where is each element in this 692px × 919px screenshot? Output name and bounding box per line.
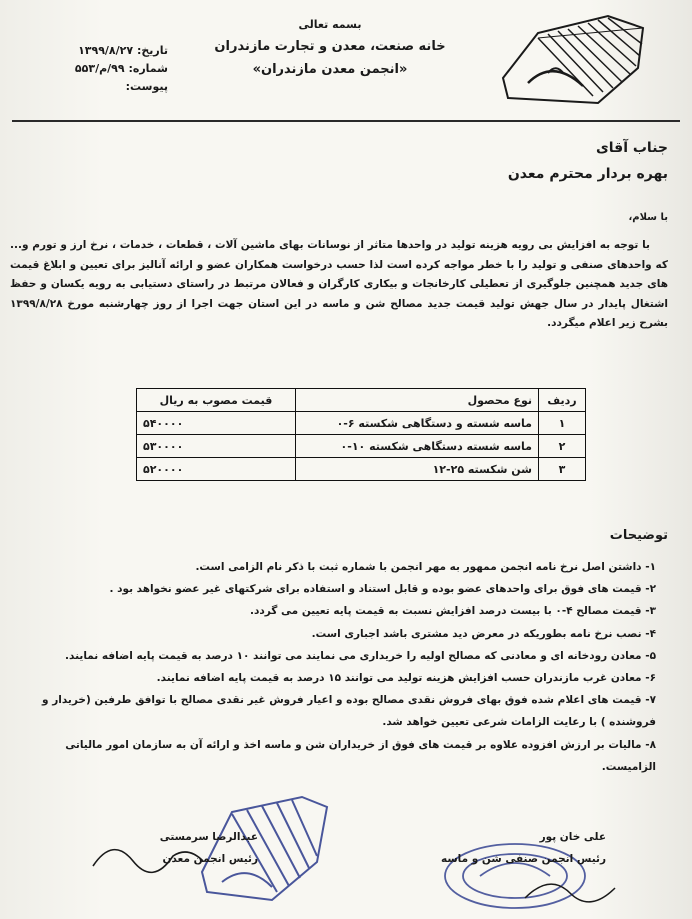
row-price: ۵۴۰۰۰۰ — [137, 412, 296, 435]
row-product: ماسه شسته دستگاهی شکسته ۱۰-۰ — [296, 435, 539, 458]
note-item: ۲- قیمت های فوق برای واحدهای عضو بوده و قابل استناد و استفاده برای شرکتهای غیر عضو نخواهد بود . — [109, 583, 656, 596]
signature-block-right — [406, 826, 606, 870]
letter-attachment: پیوست: — [125, 80, 168, 93]
greeting: با سلام، — [628, 212, 668, 223]
association-logo — [498, 8, 648, 108]
addressee-name: بهره بردار محترم معدن — [507, 166, 668, 182]
letter-meta — [38, 42, 168, 96]
row-product: شن شکسته ۲۵-۱۲ — [296, 458, 539, 481]
letter-date: تاریخ: ۱۳۹۹/۸/۲۷ — [78, 44, 168, 57]
table-row — [137, 435, 586, 458]
notes-list — [20, 556, 656, 778]
header-price: قیمت مصوب به ریال — [137, 389, 296, 412]
note-item: ۴- نصب نرخ نامه بطوریکه در معرض دید مشتری باشد اجباری است. — [311, 627, 656, 640]
note-item: ۱- داشتن اصل نرخ نامه انجمن ممهور به مهر انجمن با شماره ثبت با ذکر نام الزامی است. — [195, 561, 656, 573]
association-name: «انجمن معدن مازندران» — [252, 62, 408, 77]
bismillah: بسمه تعالی — [298, 18, 362, 31]
table-row — [137, 458, 586, 481]
letter-body: با توجه به افزایش بی رویه هزینه تولید در واحدها متاثر از نوسانات بهای ماشین آلات ، قطعات ، خدمات ، نرخ ارز و تورم و... که واحدهای صنفی و تولید را با خطر مواجه کرده است لذا حسب درخواست همکاران عضو و ارائه آنالیز برای تعیین و ابلاغ قیمت های جدید همچنین جلوگیری از تعطیلی کارخانجات و بیکاری کارگران و فعالان مرتبط در راستای دستیابی به رویه یکسان و حفظ اشتغال پایدار در سال جهش تولید قیمت جدید مصالح شن و ماسه در این استان جهت اجرا از روز چهارشنبه مورخ ۱۳۹۹/۸/۲۸ بشرح زیر اعلام میگردد. — [10, 239, 668, 329]
row-index: ۳ — [539, 458, 586, 481]
signer-name: عبدالرضا سرمستی — [159, 831, 258, 843]
table-row — [137, 412, 586, 435]
note-item: ۸- مالیات بر ارزش افزوده علاوه بر قیمت های فوق از خریداران شن و ماسه اخذ و ارائه آن به سازمان امور مالیاتی الزامیست. — [65, 738, 656, 773]
header-divider — [12, 120, 680, 122]
note-item: ۷- قیمت های اعلام شده فوق بهای فروش نقدی مصالح بوده و اعیار فروش غیر نقدی مصالح با توافق طرفین (خریدار و فروشنده ) با رعایت الزامات شرعی تعیین خواهد شد. — [42, 694, 656, 729]
signer-title: رئیس انجمن معدن — [162, 853, 258, 865]
price-table — [136, 388, 586, 481]
header-product: نوع محصول — [296, 389, 539, 412]
row-index: ۲ — [539, 435, 586, 458]
row-index: ۱ — [539, 412, 586, 435]
table-header-row — [137, 389, 586, 412]
signer-name: علی خان پور — [539, 831, 606, 843]
row-price: ۵۳۰۰۰۰ — [137, 435, 296, 458]
notes-title: توضیحات — [609, 528, 668, 543]
note-item: ۶- معادن غرب مازندران حسب افزایش هزینه تولید می توانند ۱۵ درصد به قیمت پایه اضافه نمایند. — [156, 672, 656, 685]
row-price: ۵۲۰۰۰۰ — [137, 458, 296, 481]
row-product: ماسه شسته و دستگاهی شکسته ۶-۰ — [296, 412, 539, 435]
signature-scribble — [520, 868, 630, 908]
note-item: ۳- قیمت مصالح ۴-۰ با بیست درصد افزایش نسبت به قیمت پایه تعیین می گردد. — [249, 605, 656, 618]
signer-title: رئیس انجمن صنفی شن و ماسه — [440, 853, 606, 865]
header-index: ردیف — [539, 389, 586, 412]
addressee-title: جناب آقای — [595, 140, 668, 156]
organization-name: خانه صنعت، معدن و تجارت مازندران — [214, 39, 446, 54]
note-item: ۵- معادن رودخانه ای و معادنی که مصالح اولیه را خریداری می نمایند می توانند ۱۰ درصد به قیمت پایه اضافه نمایند. — [65, 649, 656, 662]
letter-number: شماره: ۹۹/م/۵۵۳ — [74, 62, 168, 75]
letterhead — [210, 18, 450, 77]
signature-scribble — [88, 826, 208, 886]
